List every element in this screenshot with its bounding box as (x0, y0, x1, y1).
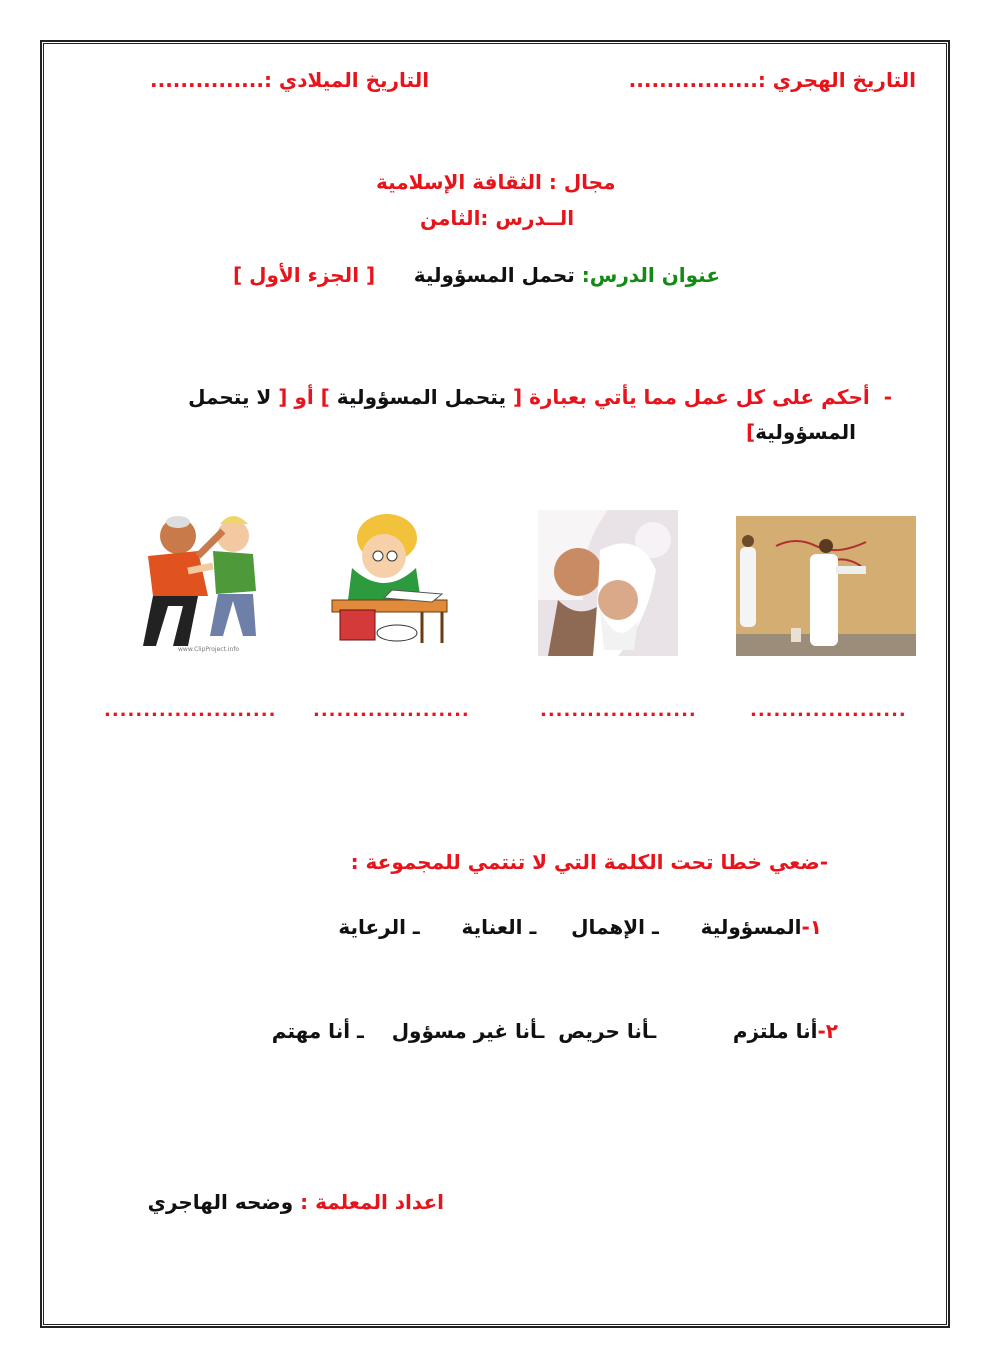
question2-item1 (338, 915, 822, 939)
bracket-close-2: ] (745, 420, 756, 444)
option-responsible: يتحمل المسؤولية (336, 385, 506, 409)
bracket-open: [ (512, 385, 523, 409)
lesson-title-label: عنوان الدرس: (581, 263, 720, 287)
bracket-open-2: [ (278, 385, 288, 409)
bracket-close: ] (320, 385, 330, 409)
boy-kissing-elder-image (538, 510, 678, 656)
answer-line-2[interactable]: .................... (540, 700, 697, 721)
boy-sleeping-at-desk-image (312, 498, 467, 656)
question1-line1 (188, 385, 892, 409)
page-border-inner (43, 43, 947, 1325)
item2-number: ٢- (817, 1019, 838, 1043)
question1-prompt: أحكم على كل عمل مما يأتي بعبارة (529, 385, 870, 409)
lesson-number: الــدرس :الثامن (420, 206, 575, 230)
item2-words: أنا ملتزم ـأنا حريص ـأنا غير مسؤول ـ أنا مهتم (271, 1019, 818, 1043)
prepared-by-label: اعداد المعلمة : (300, 1190, 444, 1214)
question2-item2 (272, 1019, 838, 1043)
gregorian-date: التاريخ الميلادي :............... (150, 68, 430, 92)
prepared-by (148, 1190, 444, 1214)
lesson-title (414, 263, 720, 287)
answer-line-3[interactable]: .................... (313, 700, 470, 721)
item1-words: المسؤولية ـ الإهمال ـ العناية ـ الرعاية (338, 915, 802, 939)
lesson-part: [ الجزء الأول ] (233, 263, 376, 287)
lesson-field: مجال : الثقافة الإسلامية (376, 170, 616, 194)
boys-fighting-image (128, 496, 268, 656)
lesson-title-value: تحمل المسؤولية (413, 263, 575, 287)
boys-cleaning-wall-image (736, 516, 916, 656)
item1-number: ١- (801, 915, 822, 939)
hijri-date: التاريخ الهجري :................. (628, 68, 916, 92)
answer-line-1[interactable]: .................... (750, 700, 907, 721)
image-credit: www.ClipProject.info (178, 646, 240, 653)
question1-dash: - (883, 385, 892, 409)
question1-line2 (746, 420, 856, 444)
option-not-responsible: لا يتحمل (188, 385, 272, 409)
word-or: أو (294, 385, 314, 409)
teacher-name: وضحه الهاجري (147, 1190, 294, 1214)
question2-prompt: -ضعي خطا تحت الكلمة التي لا تنتمي للمجموعة : (350, 850, 828, 874)
option-not-responsible-2: المسؤولية (755, 420, 856, 444)
answer-line-4[interactable]: ...................... (104, 700, 277, 721)
